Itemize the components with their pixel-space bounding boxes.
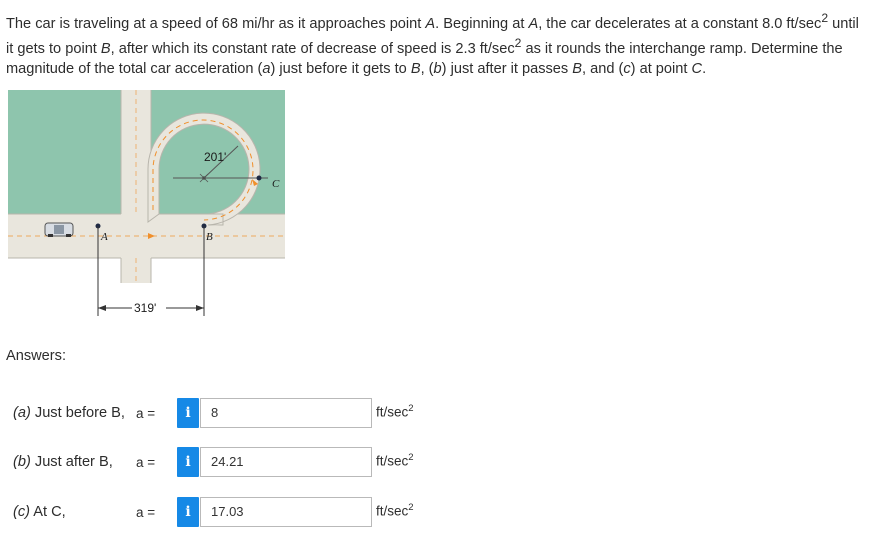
problem-text: . Beginning at: [435, 15, 529, 32]
point-label: B: [100, 41, 111, 58]
problem-text: ) at point: [630, 60, 692, 77]
part-b-text: Just after B,: [30, 454, 113, 470]
a-equals-label: a =: [136, 455, 156, 470]
problem-text: , and (: [582, 60, 624, 77]
exponent: 2: [514, 36, 522, 51]
distance-label: 319': [134, 301, 157, 315]
unit-exponent: 2: [408, 403, 414, 414]
problem-text: until it gets to point: [6, 15, 859, 58]
info-icon[interactable]: i: [177, 447, 199, 477]
unit-label: [376, 452, 414, 469]
problem-text: ) just after it passes: [441, 60, 573, 77]
part-c-text: At C,: [30, 504, 66, 520]
problem-text: The car is traveling at a speed of 68 mi/hr as it approaches point: [6, 15, 426, 32]
unit-text: ft/sec: [376, 404, 409, 420]
part-b-letter: (b): [13, 454, 31, 470]
unit-exponent: 2: [408, 502, 414, 513]
unit-label: [376, 403, 414, 420]
interchange-figure: [8, 90, 285, 318]
label-c: C: [272, 178, 280, 190]
answer-a-input[interactable]: [200, 398, 372, 428]
answer-row-c: [0, 497, 873, 529]
unit-exponent: 2: [408, 452, 414, 463]
answer-c-input[interactable]: [200, 497, 372, 527]
car-icon: [45, 223, 73, 237]
part-a-text: Just before B,: [30, 405, 125, 421]
part-label: a: [262, 60, 271, 77]
label-a: A: [101, 231, 108, 243]
info-icon[interactable]: i: [177, 398, 199, 428]
part-a-label: [13, 405, 125, 421]
exponent: 2: [821, 11, 829, 25]
part-c-letter: (c): [13, 504, 31, 520]
part-label: c: [623, 60, 631, 77]
problem-text: , (: [420, 60, 434, 77]
part-a-letter: (a): [13, 405, 31, 421]
problem-text: as it rounds the interchange ramp. Determine the magnitude of the total car acceleration (: [6, 41, 843, 77]
a-equals-label: a =: [136, 505, 156, 520]
problem-text: , after which its constant rate of decrease of speed is 2.3 ft/sec: [110, 41, 515, 58]
radius-label: 201': [204, 150, 227, 164]
problem-text: .: [702, 60, 707, 77]
point-label: B: [572, 60, 582, 77]
part-label: b: [433, 60, 442, 77]
point-label: B: [410, 60, 421, 77]
problem-statement: [6, 9, 866, 79]
point-label: C: [691, 60, 703, 77]
info-icon[interactable]: i: [177, 497, 199, 527]
part-c-label: [13, 504, 66, 520]
answer-row-a: [0, 398, 873, 430]
part-b-label: [13, 454, 113, 470]
unit-label: [376, 502, 414, 519]
answer-row-b: [0, 447, 873, 479]
unit-text: ft/sec: [376, 453, 409, 469]
point-c-marker: [257, 176, 262, 181]
answers-heading: Answers:: [6, 348, 67, 364]
unit-text: ft/sec: [376, 503, 409, 519]
point-label: A: [425, 15, 436, 32]
label-b: B: [206, 231, 213, 243]
answer-b-input[interactable]: [200, 447, 372, 477]
a-equals-label: a =: [136, 406, 156, 421]
point-label: A: [528, 15, 539, 32]
problem-text: , the car decelerates at a constant 8.0 ft/sec: [538, 15, 822, 32]
problem-text: ) just before it gets to: [270, 60, 411, 77]
